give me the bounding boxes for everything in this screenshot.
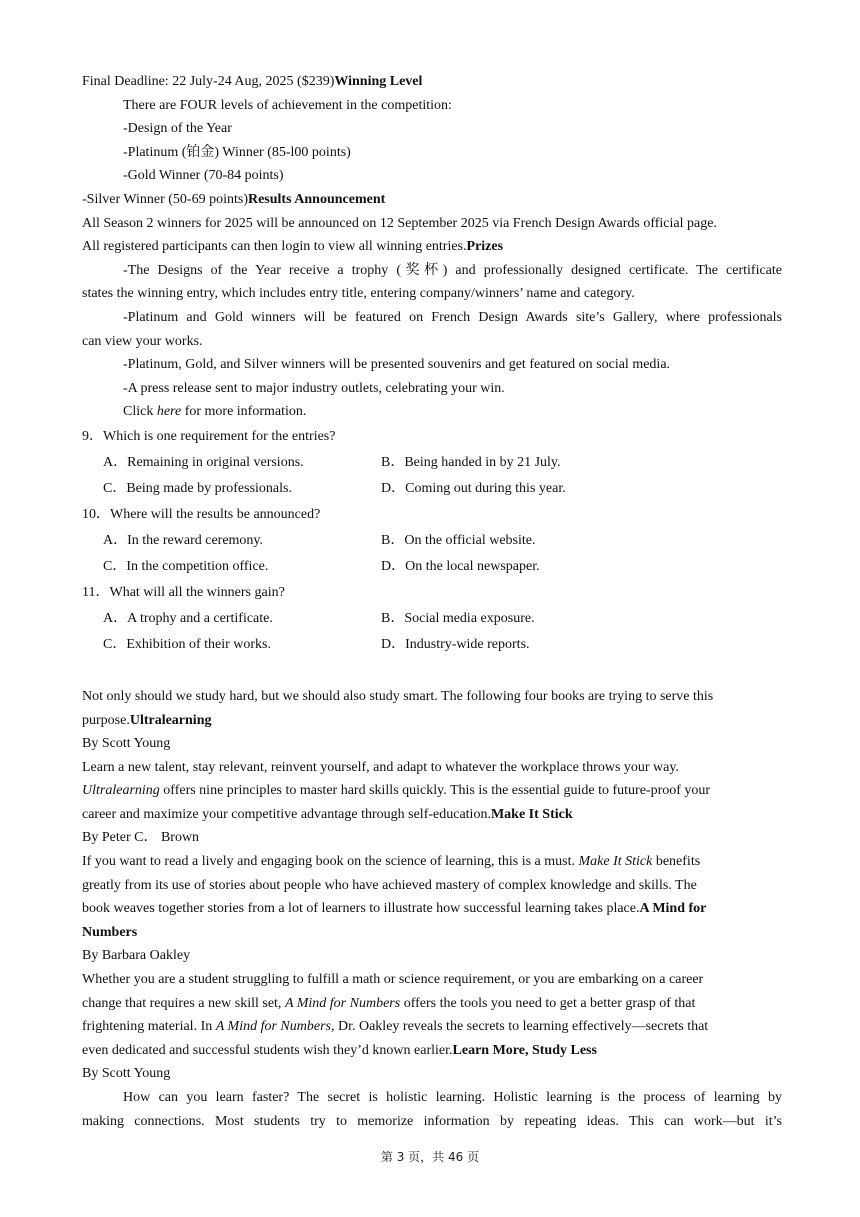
page-footer: 第 3 页，共 46 页 xyxy=(380,1150,480,1164)
book-title-a-mind-for-numbers-cont: Numbers xyxy=(82,924,138,940)
heading-winning-level: Winning Level xyxy=(334,74,423,89)
book-ref: A Mind for Numbers xyxy=(215,1019,331,1035)
text-line: Not only should we study hard, but we should also study smart. The following four books are trying to serve this xyxy=(82,688,714,704)
author-line: By Scott Young xyxy=(82,736,171,752)
text-line xyxy=(82,235,782,259)
text-line xyxy=(82,850,782,874)
body-text: change that requires a new skill set, xyxy=(82,995,285,1011)
body-text: If you want to read a lively and engaging book on the science of learning, this is a must. xyxy=(82,854,579,870)
text-line: -The Designs of the Year receive a trophy (奖杯) and professionally designed certificate. The certificate xyxy=(123,262,782,278)
text-line xyxy=(82,188,782,212)
question-stem: 9．Which is one requirement for the entries? xyxy=(82,428,336,444)
text-line: Learn a new talent, stay relevant, reinvent yourself, and adapt to whatever the workplace throws your way. xyxy=(82,759,679,775)
option-row xyxy=(82,476,782,502)
option-row xyxy=(82,450,782,476)
option-c: C．Being made by professionals. xyxy=(103,480,292,496)
option-d: D．On the local newspaper. xyxy=(381,558,540,574)
option-c: C．Exhibition of their works. xyxy=(103,636,271,652)
option-a: A．A trophy and a certificate. xyxy=(103,610,273,626)
text-line xyxy=(82,1039,782,1063)
text-line: -Platinum and Gold winners will be featured on French Design Awards site’s Gallery, where professionals xyxy=(123,309,782,325)
question-stem: 11．What will all the winners gain? xyxy=(82,584,285,600)
option-row xyxy=(82,632,782,658)
text-line: -Platinum (铂金) Winner (85-l00 points) xyxy=(123,144,351,160)
heading-results-announcement: Results Announcement xyxy=(247,191,386,207)
click-text: Click xyxy=(123,404,157,420)
text-line xyxy=(82,400,782,424)
author-line: By Barbara Oakley xyxy=(82,948,191,964)
author-line: By Peter C． Brown xyxy=(82,830,200,846)
text-line: All Season 2 winners for 2025 will be announced on 12 September 2025 via French Design Awards official page. xyxy=(82,215,717,231)
heading-prizes: Prizes xyxy=(466,239,504,255)
book-title-make-it-stick: Make It Stick xyxy=(490,806,573,822)
body-text: offers the tools you need to get a better grasp of that xyxy=(400,995,696,1011)
document-page xyxy=(82,70,782,1133)
body-text: career and maximize your competitive advantage through self-education. xyxy=(82,806,491,822)
here-link[interactable]: here xyxy=(156,404,182,420)
text-line: Whether you are a student struggling to fulfill a math or science requirement, or you are embarking on a career xyxy=(82,972,704,988)
option-row xyxy=(82,528,782,554)
text-line: -Platinum, Gold, and Silver winners will be presented souvenirs and get featured on social media. xyxy=(123,357,671,373)
book-title-learn-more-study-less: Learn More, Study Less xyxy=(452,1042,597,1058)
option-a: A．In the reward ceremony. xyxy=(103,532,264,548)
book-ref: Ultralearning xyxy=(82,783,160,799)
text-line: -Gold Winner (70-84 points) xyxy=(123,168,284,184)
book-title-ultralearning: Ultralearning xyxy=(129,712,212,728)
text-line: There are FOUR levels of achievement in the competition: xyxy=(123,97,452,113)
section-gap xyxy=(82,658,782,685)
question-stem: 10．Where will the results be announced? xyxy=(82,506,321,522)
body-text: offers nine principles to master hard skills quickly. This is the essential guide to future-proof your xyxy=(159,783,711,799)
option-b: B．Being handed in by 21 July. xyxy=(381,454,561,470)
text-line: states the winning entry, which includes entry title, entering company/winners’ name and category. xyxy=(82,286,635,302)
text-line: How can you learn faster? The secret is holistic learning. Holistic learning is the process of learning by xyxy=(123,1090,782,1105)
author-line: By Scott Young xyxy=(82,1066,171,1082)
text-line xyxy=(82,803,782,827)
text-line xyxy=(82,921,782,945)
more-info-text: for more information. xyxy=(181,404,307,420)
text-line xyxy=(82,992,782,1016)
text-line xyxy=(82,70,782,94)
book-ref: A Mind for Numbers xyxy=(284,995,401,1011)
book-ref: Make It Stick xyxy=(578,854,653,870)
text-line xyxy=(82,709,782,733)
option-b: B．On the official website. xyxy=(381,532,536,548)
text-line: -A press release sent to major industry outlets, celebrating your win. xyxy=(123,380,505,396)
body-text: book weaves together stories from a lot of learners to illustrate how successful learning takes place. xyxy=(82,901,640,917)
text-line xyxy=(82,897,782,921)
text-line: can view your works. xyxy=(82,333,203,349)
book-title-a-mind-for-numbers: A Mind for xyxy=(639,901,707,917)
option-b: B．Social media exposure. xyxy=(381,610,535,626)
login-text: All registered participants can then login to view all winning entries. xyxy=(82,239,467,255)
text-line: -Design of the Year xyxy=(123,121,232,137)
question-block xyxy=(82,502,782,580)
body-text: , Dr. Oakley reveals the secrets to learning effectively—secrets that xyxy=(330,1019,709,1035)
text-line xyxy=(82,779,782,803)
question-block xyxy=(82,424,782,502)
body-text: benefits xyxy=(652,854,701,870)
body-text: frightening material. In xyxy=(82,1019,216,1035)
silver-winner-text: -Silver Winner (50-69 points) xyxy=(82,191,248,207)
option-d: D．Coming out during this year. xyxy=(381,480,566,496)
option-d: D．Industry-wide reports. xyxy=(381,636,530,652)
option-a: A．Remaining in original versions. xyxy=(103,454,304,470)
text-line: making connections. Most students try to memorize information by repeating ideas. This can work—but it’s xyxy=(82,1113,782,1129)
option-row xyxy=(82,554,782,580)
body-text: even dedicated and successful students wish they’d known earlier. xyxy=(82,1042,453,1058)
text-line: greatly from its use of stories about people who have achieved mastery of complex knowledge and skills. The xyxy=(82,877,697,893)
option-row xyxy=(82,606,782,632)
option-c: C．In the competition office. xyxy=(103,558,269,574)
purpose-text: purpose. xyxy=(82,712,130,728)
deadline-text: Final Deadline: 22 July-24 Aug, 2025 ($239) xyxy=(82,74,335,89)
text-line xyxy=(82,1015,782,1039)
question-block xyxy=(82,580,782,658)
